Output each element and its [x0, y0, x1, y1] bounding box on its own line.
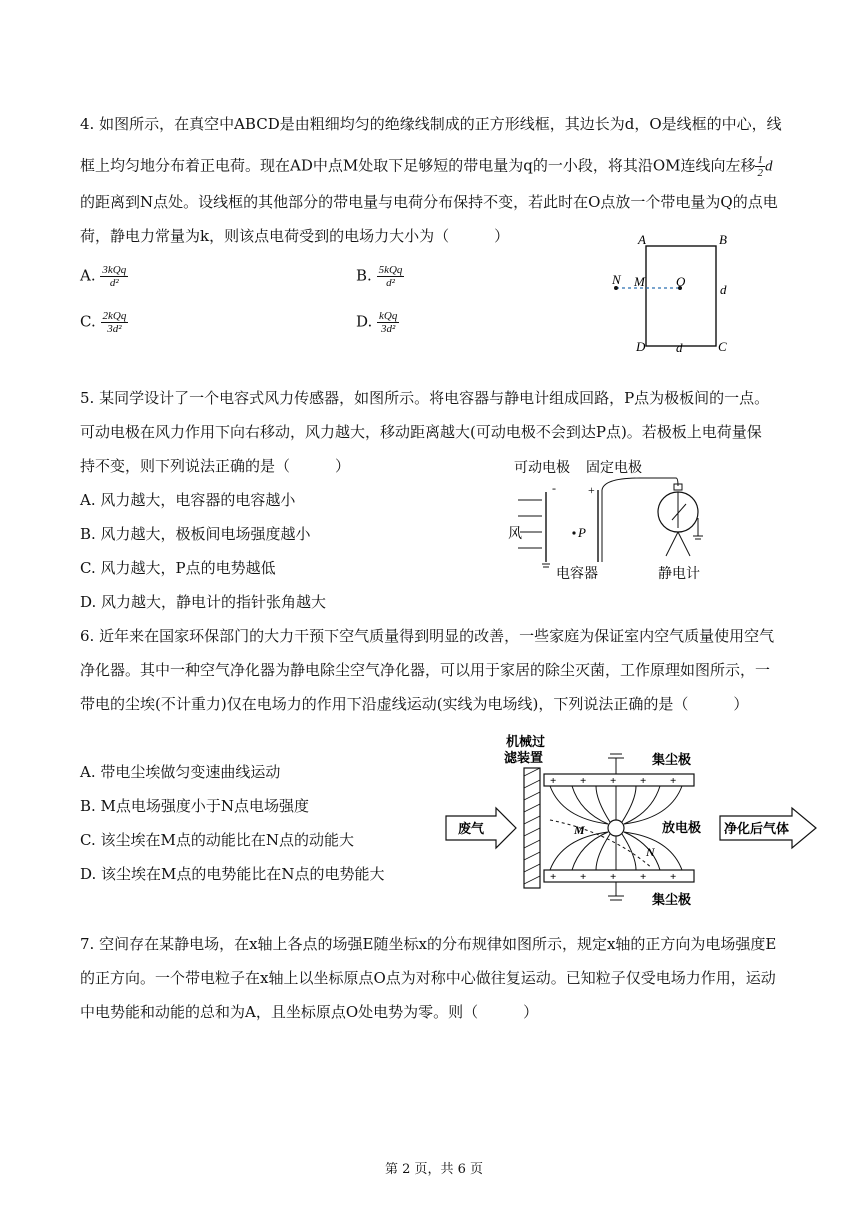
q5-option-b: B. 风力越大，极板间电场强度越小: [80, 525, 311, 543]
label-fixed-electrode: 固定电极: [586, 461, 642, 476]
q4-option-c-num: 2kQq: [102, 310, 127, 322]
bottom-plus-1: +: [550, 871, 557, 883]
point-p: [572, 531, 575, 534]
q4-line-2-text: 框上均匀地分布着正电荷。现在AD中点M处取下足够短的带电量为q的一小段，将其沿OM连线向左移: [80, 156, 756, 175]
q4-half-fraction: [755, 154, 765, 179]
q5-option-d: D. 风力越大，静电计的指针张角越大: [80, 593, 327, 611]
top-plus-2: +: [580, 775, 587, 787]
label-plus: +: [588, 483, 595, 497]
q6-purifier-figure: [440, 732, 820, 910]
label-wind: 风: [508, 527, 522, 542]
label-filter-2: 滤装置: [504, 750, 544, 765]
q4-half-den: 2: [757, 167, 763, 179]
label-p: P: [578, 525, 586, 540]
dust-trajectory: [550, 820, 652, 868]
q5-wind-sensor-figure: [500, 456, 740, 586]
q4-option-d-label: D.: [356, 312, 373, 331]
electrometer-leg-right: [678, 532, 690, 556]
q4-line-1: 4. 如图所示，在真空中ABCD是由粗细均匀的绝缘线制成的正方形线框，其边长为d，O是线框的中心，线: [80, 115, 782, 133]
q4-line-2: [80, 154, 772, 179]
bottom-plus-3: +: [610, 871, 617, 883]
label-side-d-right: d: [720, 282, 727, 297]
q4-option-a-label: A.: [80, 266, 96, 285]
electrometer-needle: [672, 504, 686, 520]
q4-option-d-num: kQq: [379, 310, 398, 322]
label-n: N: [612, 272, 621, 287]
q6-option-b: B. M点电场强度小于N点电场强度: [80, 797, 310, 815]
q6-option-d: D. 该尘埃在M点的电势能比在N点的电势能大: [80, 865, 385, 883]
q4-option-b: [356, 264, 404, 289]
q4-line-3: 的距离到N点处。设线框的其他部分的带电量与电荷分布保持不变，若此时在O点放一个带电量为Q的点电: [80, 193, 778, 211]
label-collector-top: 集尘极: [652, 752, 692, 767]
q5-option-a: A. 风力越大，电容器的电容越小: [80, 491, 296, 509]
q4-option-b-den: d²: [386, 277, 395, 289]
q4-line-4: 荷，静电力常量为k，则该点电荷受到的电场力大小为（ ）: [80, 227, 510, 245]
label-filter-1: 机械过: [506, 734, 546, 749]
q4-half-num: 1: [757, 154, 763, 166]
label-o: O: [676, 274, 686, 289]
q7-line-2: 的正方向。一个带电粒子在x轴上以坐标原点O点为对称中心做往复运动。已知粒子仅受电场力作用，运动: [80, 969, 776, 987]
page-footer: 第 2 页，共 6 页: [384, 1162, 484, 1177]
label-inlet: 废气: [458, 821, 485, 836]
electrometer-leg-left: [666, 532, 678, 556]
bottom-plus-2: +: [580, 871, 587, 883]
q5-line-1: 5. 某同学设计了一个电容式风力传感器，如图所示。将电容器与静电计组成回路，P点为极板间的一点。: [80, 389, 770, 407]
q4-option-d-den: 3d²: [381, 323, 396, 335]
filter-block: [524, 768, 540, 888]
label-collector-bottom: 集尘极: [652, 892, 692, 907]
q4-option-a: [80, 264, 128, 289]
label-electrometer: 静电计: [658, 567, 700, 582]
label-m: M: [634, 274, 645, 289]
q4-option-c: [80, 310, 128, 335]
label-movable-electrode: 可动电极: [514, 461, 570, 476]
q6-option-a: A. 带电尘埃做匀变速曲线运动: [80, 763, 281, 781]
label-d: D: [636, 339, 646, 354]
q5-line-3: 持不变，则下列说法正确的是（ ）: [80, 457, 351, 475]
q7-line-3: 中电势能和动能的总和为A，且坐标原点O处电势为零。则（ ）: [80, 1003, 539, 1021]
q6-option-c: C. 该尘埃在M点的动能比在N点的动能大: [80, 831, 354, 849]
top-plus-5: +: [670, 775, 677, 787]
top-plus-1: +: [550, 775, 557, 787]
q4-option-c-den: 3d²: [107, 323, 122, 335]
square-frame: [646, 246, 716, 346]
q6-line-3: 带电的尘埃(不计重力)仅在电场力的作用下沿虚线运动(实线为电场线)，下列说法正确的是（ ）: [80, 695, 749, 713]
label-discharge-electrode: 放电极: [662, 820, 702, 835]
q4-option-b-num: 5kQq: [378, 264, 403, 276]
label-c: C: [718, 339, 727, 354]
label-minus: -: [552, 481, 556, 495]
q5-option-c: C. 风力越大，P点的电势越低: [80, 559, 276, 577]
label-capacitor: 电容器: [556, 567, 598, 582]
top-plus-4: +: [640, 775, 647, 787]
q7-line-1: 7. 空间存在某静电场，在x轴上各点的场强E随坐标x的分布规律如图所示，规定x轴的正方向为电场强度E: [80, 935, 777, 953]
q4-line-2-d: d: [764, 158, 773, 175]
q4-option-d: [356, 310, 399, 335]
label-side-d-bottom: d: [676, 340, 683, 355]
label-m: M: [574, 823, 585, 837]
label-outlet: 净化后气体: [724, 821, 790, 836]
q4-option-b-label: B.: [356, 266, 372, 285]
label-a: A: [638, 232, 646, 247]
discharge-electrode: [608, 820, 624, 836]
q6-line-2: 净化器。其中一种空气净化器为静电除尘空气净化器，可以用于家居的除尘灭菌，工作原理如图所示，一: [80, 661, 771, 679]
bottom-plus-5: +: [670, 871, 677, 883]
label-b: B: [719, 232, 727, 247]
connecting-wire: [602, 478, 678, 490]
top-plus-3: +: [610, 775, 617, 787]
q4-option-a-den: d²: [109, 277, 119, 289]
q6-line-1: 6. 近年来在国家环保部门的大力干预下空气质量得到明显的改善，一些家庭为保证室内空气质量使用空气: [80, 627, 775, 645]
q4-option-c-label: C.: [80, 312, 96, 331]
q5-line-2: 可动电极在风力作用下向右移动，风力越大，移动距离越大(可动电极不会到达P点)。若极板上电荷量保: [80, 423, 762, 441]
q4-option-a-num: 3kQq: [102, 264, 127, 276]
label-n: N: [646, 845, 655, 859]
q4-square-frame-figure: [600, 228, 750, 360]
bottom-plus-4: +: [640, 871, 647, 883]
